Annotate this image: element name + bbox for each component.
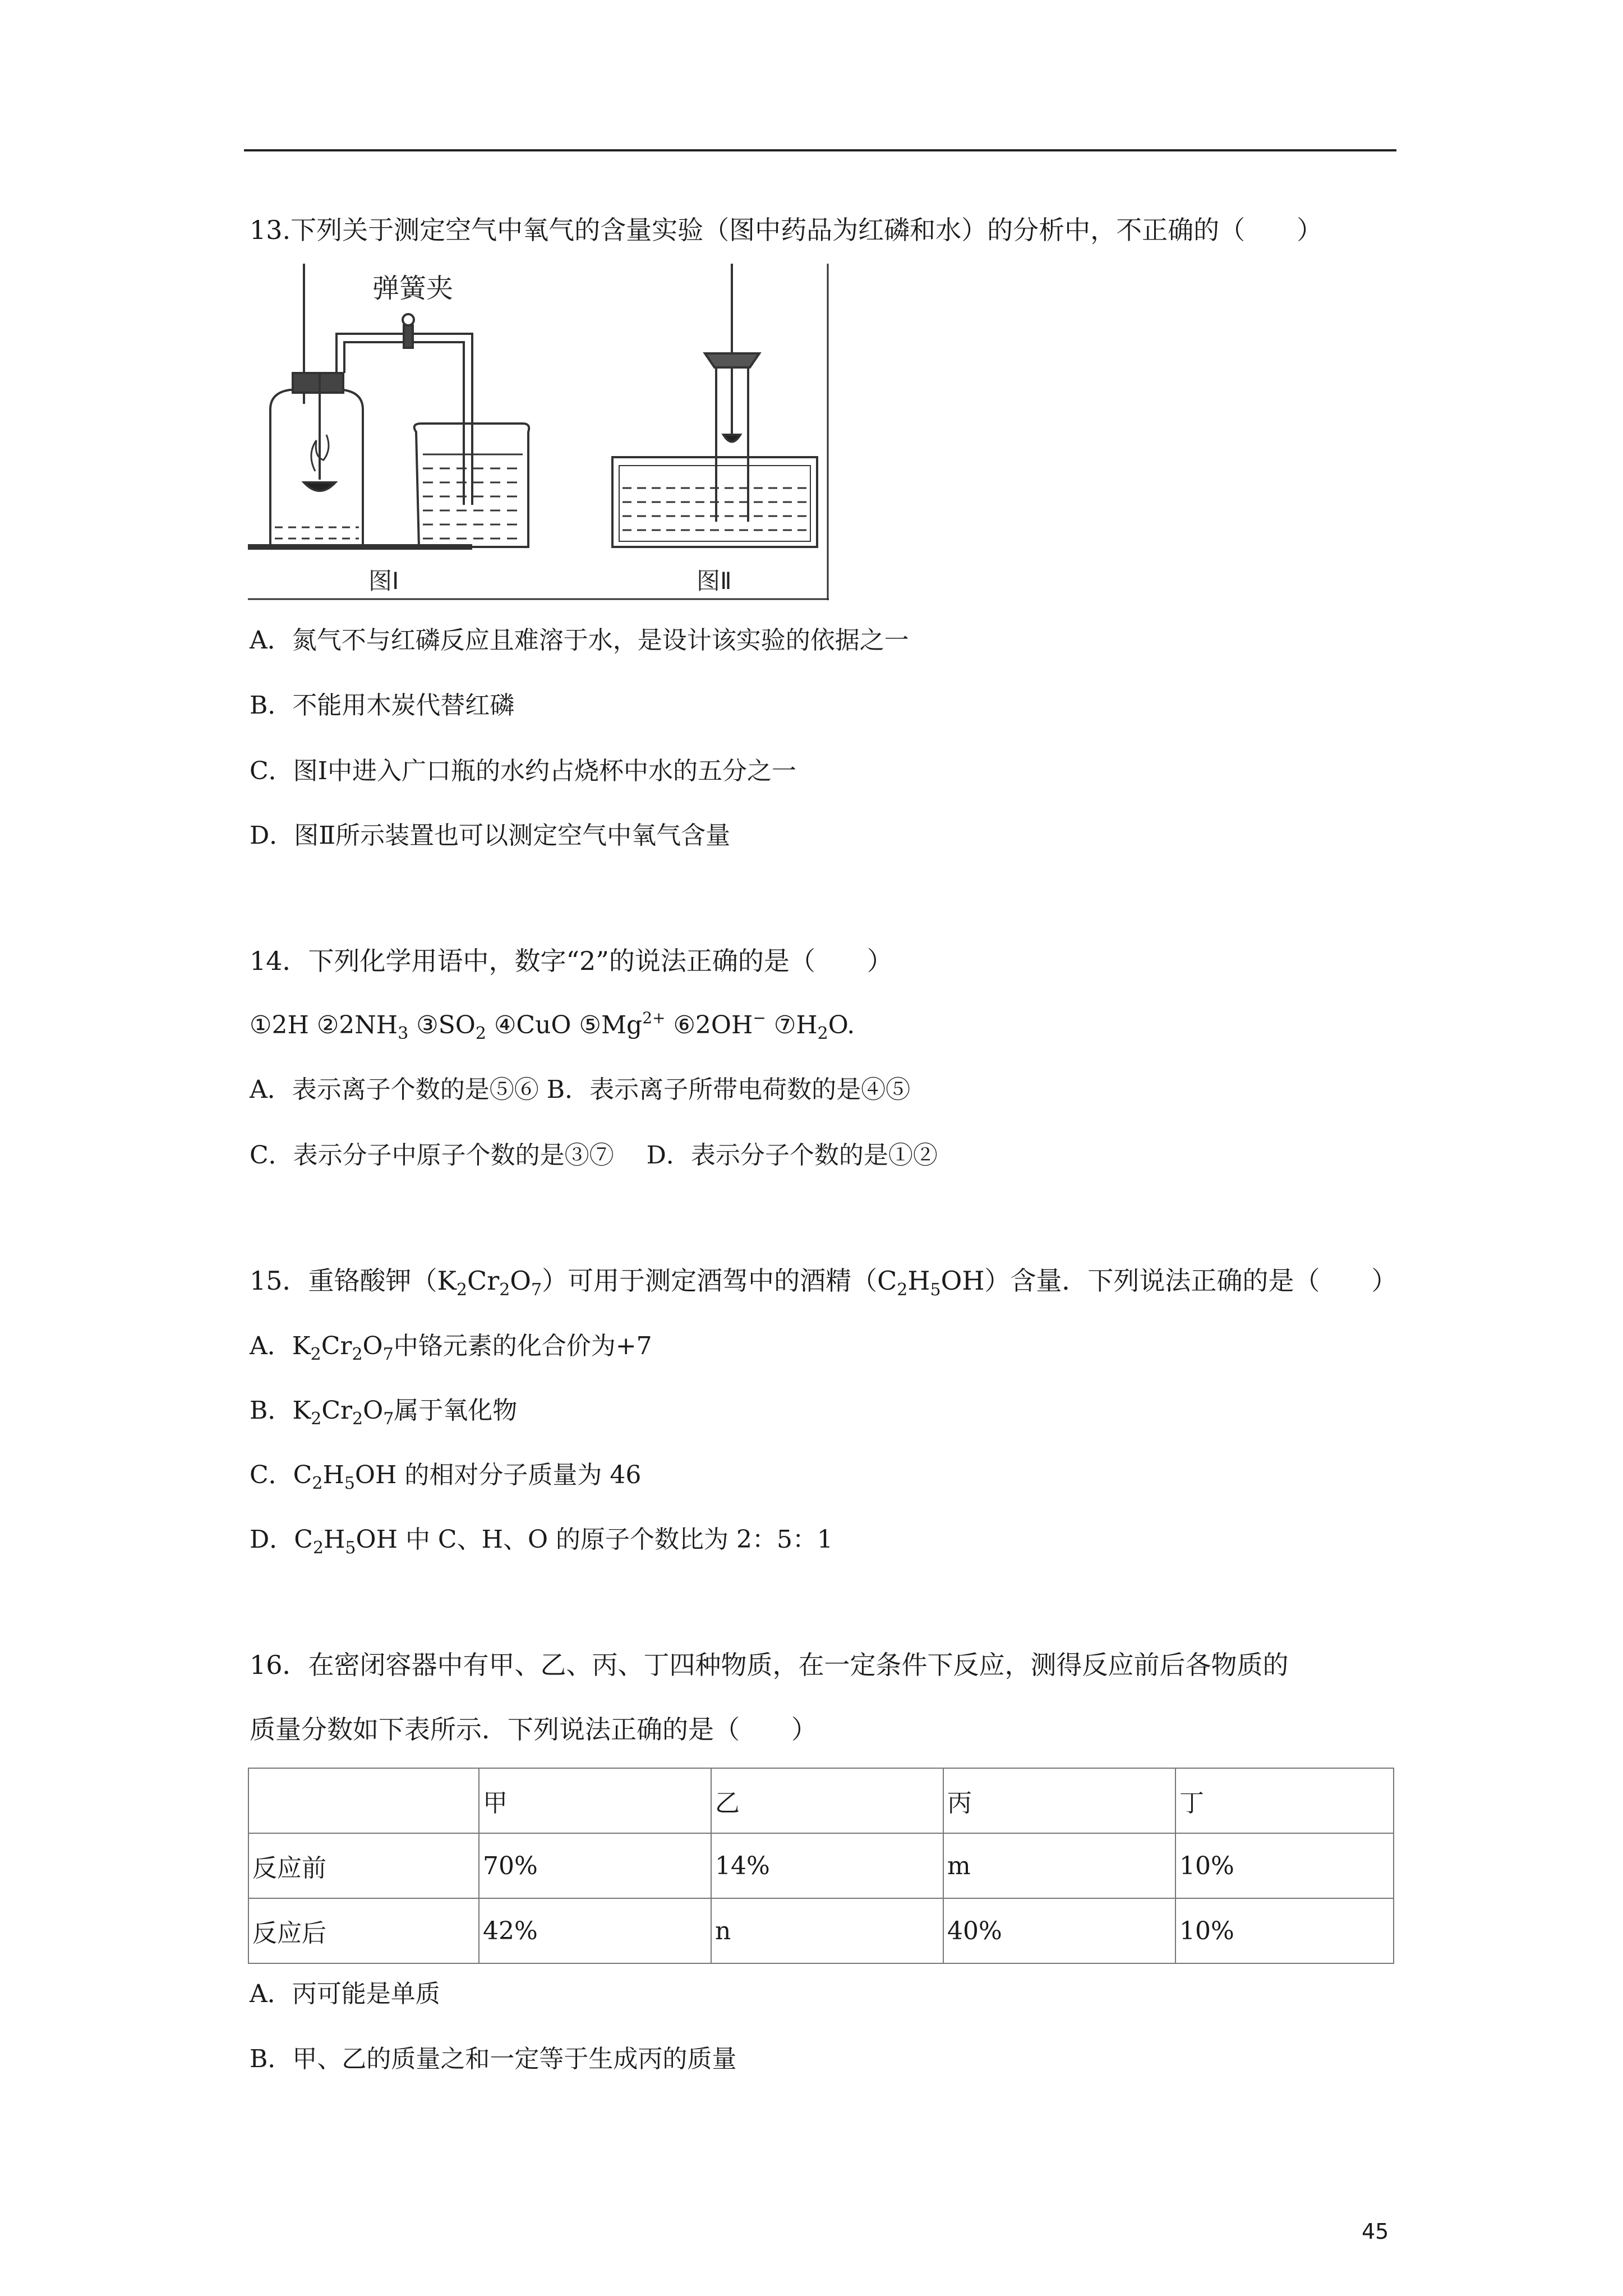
fig2-label: 图Ⅱ (697, 567, 732, 595)
table-row (248, 1833, 1394, 1898)
q14-item-4: ④CuO (494, 1011, 571, 1039)
q13-option-c: C．图Ⅰ中进入广口瓶的水约占烧杯中水的五分之一 (250, 757, 797, 785)
q14-stem: 14．下列化学用语中，数字“2”的说法正确的是（ ） (250, 946, 893, 976)
q15-option-c: C．$C_2H_5OH$ 的相对分子质量为 46 (250, 1461, 642, 1493)
header-rule (244, 149, 1396, 151)
table-cell: 14% (711, 1833, 943, 1898)
q13-option-b: B．不能用木炭代替红磷 (250, 691, 515, 720)
q16-option-b: B．甲、乙的质量之和一定等于生成丙的质量 (250, 2045, 737, 2073)
q14-options-cd: C．表示分子中原子个数的是③⑦ D．表示分子个数的是①② (250, 1141, 938, 1170)
q16-stem-line2: 质量分数如下表所示．下列说法正确的是（ ） (250, 1714, 817, 1745)
table-cell: 42% (479, 1898, 711, 1963)
q14-item-3: $③SO_2$ (416, 1011, 486, 1043)
q13-figure (248, 264, 829, 600)
fig1-label: 图Ⅰ (368, 567, 399, 595)
table-cell: n (711, 1898, 943, 1963)
q13-stem: 13.下列关于测定空气中氧气的含量实验（图中药品为红磷和水）的分析中，不正确的（ ） (250, 215, 1323, 245)
q14-options-ab: A．表示离子个数的是⑤⑥ B．表示离子所带电荷数的是④⑤ (250, 1075, 911, 1104)
table-cell (248, 1768, 479, 1833)
q15-stem: 15．重铬酸钾$(K_2Cr_2O_7)$可用于测定酒驾中的酒精$(C_2H_5OH)$含量．下列说法正确的是（ ） (250, 1266, 1398, 1300)
table-cell: 甲 (479, 1768, 711, 1833)
q14-items (250, 1009, 855, 1042)
table-cell: 10% (1175, 1898, 1394, 1963)
q14-item-5: $⑤Mg^{2+}$ (579, 1009, 666, 1039)
q14-item-1: ①2H (250, 1011, 309, 1039)
table-row (248, 1898, 1394, 1963)
q15-option-b: B．$K_2Cr_2O_7$属于氧化物 (250, 1396, 518, 1429)
figure-1-apparatus (248, 264, 529, 547)
table-cell: 40% (943, 1898, 1175, 1963)
q14-item-7: $⑦H_2O$. (773, 1011, 855, 1043)
clip-label: 弹簧夹 (372, 273, 454, 304)
table-header-row (248, 1768, 1394, 1833)
table-cell: 丁 (1175, 1768, 1394, 1833)
table-cell: 反应前 (248, 1833, 479, 1898)
page-number: 45 (1362, 2219, 1389, 2244)
q16-table (248, 1768, 1394, 1964)
q14-item-2: $②2NH_3$ (316, 1011, 409, 1043)
table-cell: 10% (1175, 1833, 1394, 1898)
q13-option-d: D．图Ⅱ所示装置也可以测定空气中氧气含量 (250, 821, 731, 850)
table-cell: 丙 (943, 1768, 1175, 1833)
table-cell: 反应后 (248, 1898, 479, 1963)
q13-option-a: A．氮气不与红磷反应且难溶于水，是设计该实验的依据之一 (250, 626, 909, 655)
q16-option-a: A．丙可能是单质 (250, 1980, 440, 2008)
q15-option-d: D．$C_2H_5OH$ 中 C、H、O 的原子个数比为 2：5：1 (250, 1525, 833, 1558)
q16-stem-line1: 16．在密闭容器中有甲、乙、丙、丁四种物质，在一定条件下反应，测得反应前后各物质的 (250, 1650, 1289, 1680)
figure-2-apparatus (612, 264, 817, 547)
table-cell: 70% (479, 1833, 711, 1898)
q14-item-6: ⑥2OH− (673, 1009, 766, 1039)
q15-option-a: A．$K_2Cr_2O_7$中铬元素的化合价为+7 (250, 1332, 652, 1364)
table-cell: 乙 (711, 1768, 943, 1833)
table-cell: m (943, 1833, 1175, 1898)
